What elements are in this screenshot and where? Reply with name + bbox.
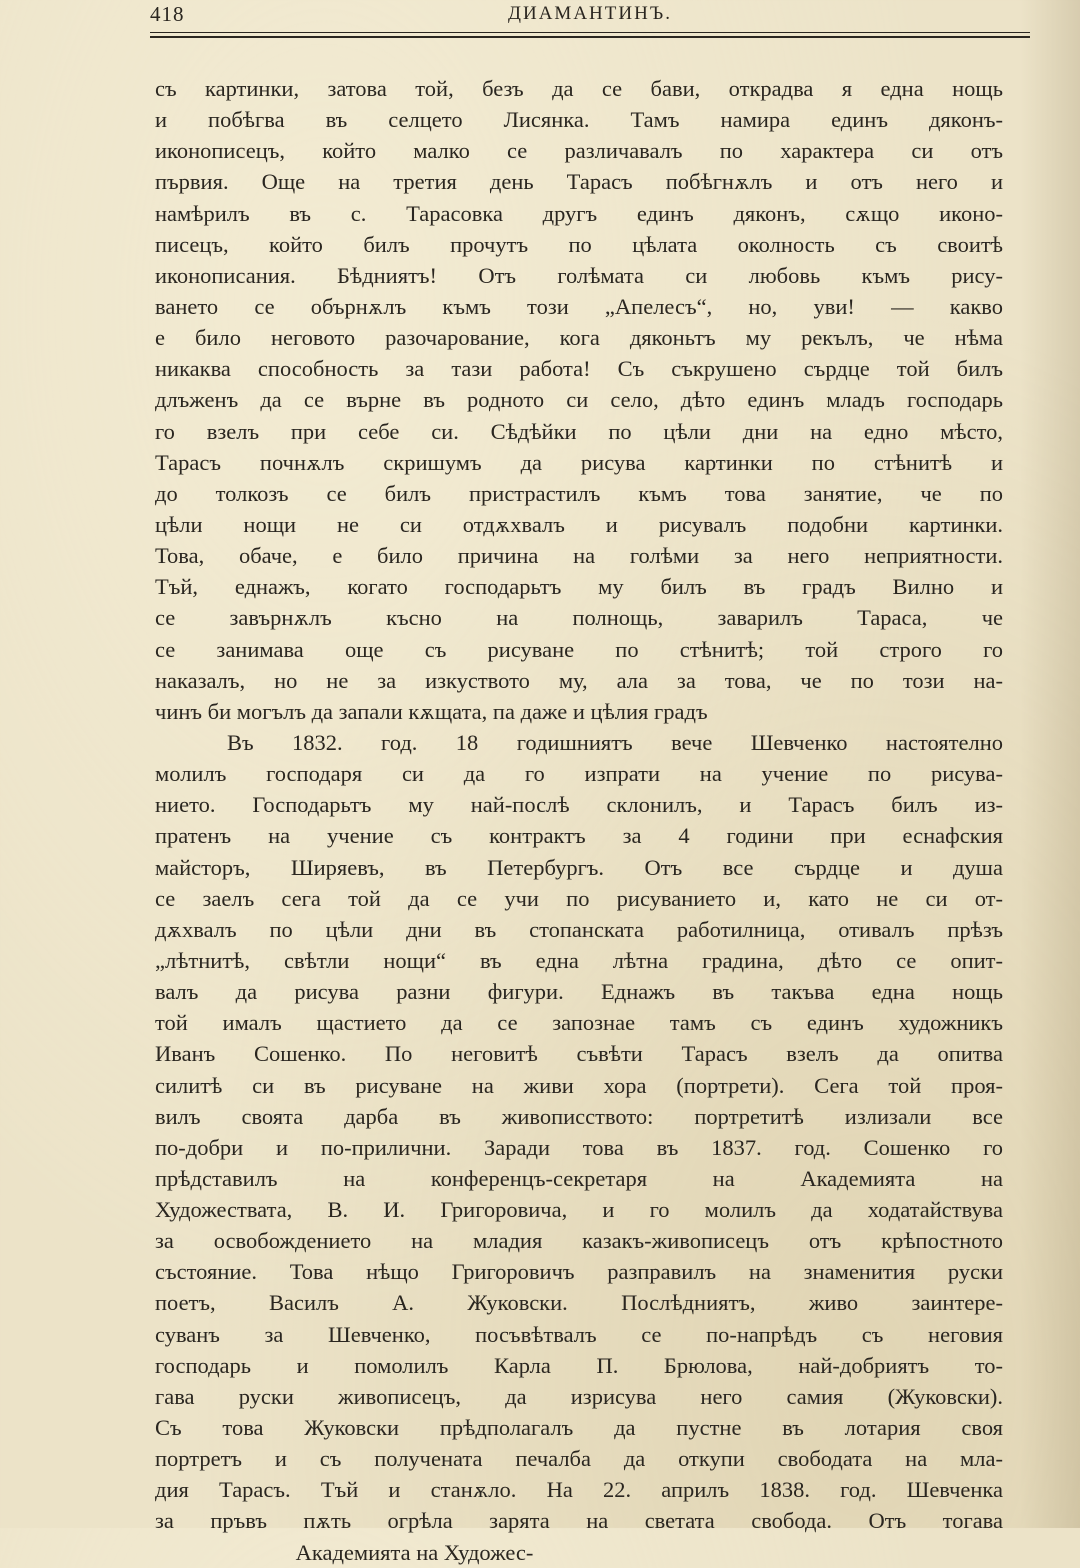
text-line: господарь и помолилъ Карла П. Брюлова, най-добриятъ то- bbox=[155, 1352, 1003, 1378]
text-line: намѣрилъ въ с. Тарасовка другъ единъ дяконъ, сѫщо иконо- bbox=[155, 200, 1003, 226]
text-line: портретъ и съ получената печалба да откупи свободата на мла- bbox=[155, 1446, 1003, 1472]
text-line: наказалъ, но не за изкуството му, ала за това, че по този на- bbox=[155, 667, 1003, 693]
text-line: иконописецъ, който малко се различавалъ по характера си отъ bbox=[155, 138, 1003, 164]
text-line: иконописания. Бѣдниятъ! Отъ голѣмата си любовь къмъ рису- bbox=[155, 262, 1003, 288]
text-line: първия. Още на третия день Тарасъ побѣгнѫлъ и отъ него и bbox=[155, 169, 1003, 195]
text-line: прѣдставилъ на конференцъ-секретаря на Академията на bbox=[155, 1165, 1003, 1191]
text-line: чинъ би могълъ да запали кѫщата, па даже и цѣлия градъ bbox=[155, 698, 708, 724]
text-line: нието. Господарьтъ му най-послѣ склонилъ, и Тарасъ билъ из- bbox=[155, 792, 1003, 818]
text-line: пратенъ на учение съ контрактъ за 4 години при еснафския bbox=[155, 823, 1003, 849]
text-line: го взелъ при себе си. Сѣдѣйки по цѣли дни на едно мѣсто, bbox=[155, 418, 1003, 444]
text-line: майсторъ, Ширяевъ, въ Петербургъ. Отъ все сърдце и душа bbox=[155, 854, 1003, 880]
text-line: ването се обърнѫлъ къмъ този „Апелесъ“, но, уви! — какво bbox=[155, 293, 1003, 319]
text-line: се занимава още съ рисуване по стѣнитѣ; той строго го bbox=[155, 636, 1003, 662]
header-rule-thick bbox=[150, 36, 1030, 38]
text-line: молилъ господаря си да го изпрати на учение по рисува- bbox=[155, 761, 1003, 787]
text-line: е било неговото разочарование, кога дяконьтъ му рекълъ, че нѣма bbox=[155, 325, 1003, 351]
text-line: Тъй, еднажъ, когато господарьтъ му билъ въ градъ Вилно и bbox=[155, 574, 1003, 600]
text-line: никаква способность за тази работа! Съ съкрушено сърдце той билъ bbox=[155, 356, 1003, 382]
page-edge-shadow bbox=[1020, 0, 1080, 1528]
text-line: Тарасъ почнѫлъ скришумъ да рисува картинки по стѣнитѣ и bbox=[155, 449, 1003, 475]
header-rule-thin bbox=[150, 32, 1030, 33]
text-line: суванъ за Шевченко, посъвѣтвалъ се по-напрѣдъ съ неговия bbox=[155, 1321, 1003, 1347]
text-line: състояние. Това нѣщо Григоровичъ разправилъ на знаменития руски bbox=[155, 1259, 1003, 1285]
text-line: вилъ своята дарба въ живописството: портретитѣ излизали все bbox=[155, 1103, 1003, 1129]
text-line: Художествата, В. И. Григоровича, и го молилъ да ходатайствува bbox=[155, 1197, 1003, 1223]
text-line: гава руски живописецъ, да изрисува него самия (Жуковски). bbox=[155, 1383, 1003, 1409]
text-line: длъженъ да се върне въ родното си село, дѣто единъ младъ господарь bbox=[155, 387, 1003, 413]
text-line: до толкозъ се билъ пристрастилъ къмъ това занятие, че по bbox=[155, 480, 1003, 506]
text-line: по-добри и по-прилични. Заради това въ 1837. год. Сошенко го bbox=[155, 1134, 1003, 1160]
text-line: Съ това Жуковски прѣдполагалъ да пустне въ лотария своя bbox=[155, 1415, 1003, 1441]
text-line: дия Тарасъ. Тъй и станѫло. На 22. априлъ 1838. год. Шевченка bbox=[155, 1477, 1003, 1503]
page-header bbox=[150, 0, 1030, 28]
text-line: Иванъ Сошенко. По неговитѣ съвѣти Тарасъ взелъ да опитва bbox=[155, 1041, 1003, 1067]
text-line: валъ да рисува разни фигури. Еднажъ въ такъва една нощь bbox=[155, 979, 1003, 1005]
text-line: за пръвъ пѫть огрѣла зарята на светата свобода. Отъ тогава bbox=[155, 1508, 1003, 1534]
text-line: и побѣгва въ селцето Лисянка. Тамъ намира единъ дяконъ- bbox=[155, 107, 1003, 133]
text-line: силитѣ си въ рисуване на живи хора (портрети). Сега той проя- bbox=[155, 1072, 1003, 1098]
text-line: цѣли нощи не си отдѫхвалъ и рисувалъ подобни картинки. bbox=[155, 511, 1003, 537]
text-line: Академията на Художес- bbox=[155, 1539, 534, 1565]
text-line: съ картинки, затова той, безъ да се бави, открадва я една нощь bbox=[155, 76, 1003, 101]
text-line: поетъ, Василъ А. Жуковски. Послѣдниятъ, живо заинтере- bbox=[155, 1290, 1003, 1316]
page-number: 418 bbox=[150, 2, 185, 26]
text-line: се заелъ сега той да се учи по рисуванието и, като не си от- bbox=[155, 885, 1003, 911]
text-line: Въ 1832. год. 18 годишниятъ вече Шевченко настоятелно bbox=[227, 729, 1003, 755]
text-line: „лѣтнитѣ, свѣтли нощи“ въ една лѣтна градина, дѣто се опит- bbox=[155, 947, 1003, 973]
text-line: за освобождението на младия казакъ-живописецъ отъ крѣпостното bbox=[155, 1228, 1003, 1254]
text-line: Това, обаче, е било причина на голѣми за него неприятности. bbox=[155, 543, 1003, 569]
text-line: се завърнѫлъ късно на полнощь, заварилъ Тараса, че bbox=[155, 605, 1003, 631]
body-text bbox=[155, 73, 1003, 1568]
text-line: дѫхвалъ по цѣли дни въ стопанската работилница, отивалъ прѣзъ bbox=[155, 916, 1003, 942]
running-title: ДИАМАНТИНЪ. bbox=[508, 3, 672, 24]
text-line: писецъ, който билъ прочутъ по цѣлата околность съ своитѣ bbox=[155, 231, 1003, 257]
text-line: той ималъ щастието да се запознае тамъ съ единъ художникъ bbox=[155, 1010, 1003, 1036]
